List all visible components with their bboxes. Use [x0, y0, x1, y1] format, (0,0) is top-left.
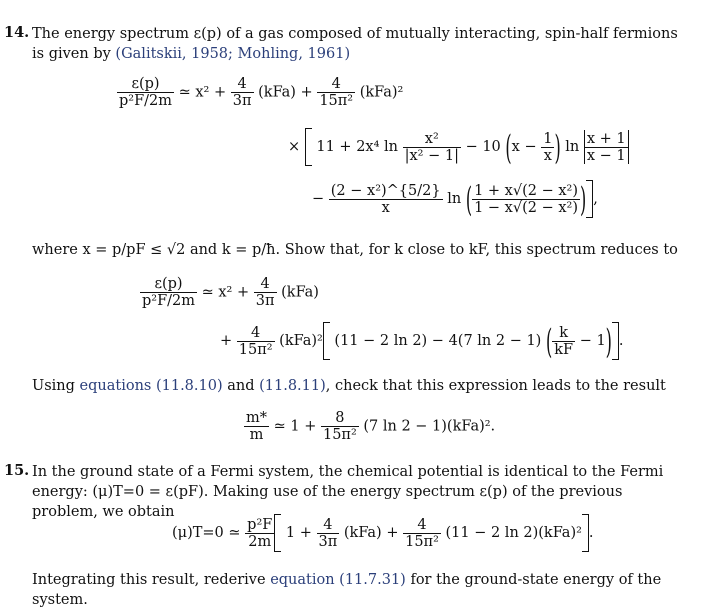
- equation-link-11-8-11[interactable]: (11.8.11): [259, 378, 326, 394]
- problem-intro: The energy spectrum ε(p) of a gas composed of mutually interacting, spin-half fermions is given by (Galitskii, 1958; Mohling, 1961): [32, 26, 678, 62]
- equation-2-line-2: + $\frac{4}{\text{15π²}}$ (kFa)² (11 − 2 ln 2) − 4(7 ln 2 − 1) ( $\frac{k}{kF}$ − 1) .: [220, 321, 624, 361]
- equation-link-11-8-10[interactable]: equations (11.8.10): [79, 378, 223, 394]
- where-text: where x = p/pF ≤ √2 and k = p/ħ. Show that, for k close to kF, this spectrum reduces to: [32, 242, 678, 258]
- equation-link-11-7-31[interactable]: equation (11.7.31): [270, 572, 406, 588]
- equation-2-line-1: $\frac{\varepsilon(p)}{\text{p²F/2m}}$ ≃ x² + $\frac{4}{3\pi}$ (kFa): [142, 276, 319, 309]
- equation-1-line-2: × 11 + 2x⁴ ln $\frac{\text{x²}}{\text{|x² − 1|}}$ − 10 (x − $\frac{1}{x}$ ) ln $\frac{x + 1}{x - 1}$: [288, 128, 629, 166]
- problem-number: 14.: [4, 24, 30, 41]
- equation-1-line-1: $\frac{\varepsilon(p)}{\text{p²F/2m}}$ ≃ x² + $\frac{4}{3\pi}$ (kFa) + $\frac{4}{\text{15π²}}$ (kFa)²: [119, 76, 404, 109]
- citation-link[interactable]: (Galitskii, 1958; Mohling, 1961): [115, 46, 351, 62]
- equation-1-line-3: − $\frac{\text{(2 − x²)\textasciicircum{}\{5/2\}}}{x}$ ln ( $\frac{\text{1 + x√(2 − x²)}}{\text{1 − x√(2 − x²)}}$ ) ,: [312, 179, 598, 219]
- problem-number: 15.: [4, 462, 30, 479]
- problem-intro: In the ground state of a Fermi system, the chemical potential is identical to the Fermi energy: (μ)T=0 = ε(pF). Making use of the energy spectrum ε(p) of the previous problem, we obtain: [32, 464, 664, 520]
- equation-4: (μ)T=0 ≃ $\frac{\text{p²F}}{2m}$ 1 + $\frac{4}{3\pi}$ (kFa) + $\frac{4}{\text{15π²}}$ (11 − 2 ln 2)(kFa)² .: [172, 514, 594, 552]
- equation-3: $\frac{m*}{m}$ ≃ 1 + $\frac{8}{\text{15π²}}$ (7 ln 2 − 1)(kFa)².: [246, 410, 496, 443]
- final-text: Integrating this result, rederive equation (11.7.31) for the ground-state energy of the system.: [32, 572, 662, 608]
- using-text: Using equations (11.8.10) and (11.8.11), check that this expression leads to the result: [32, 378, 666, 394]
